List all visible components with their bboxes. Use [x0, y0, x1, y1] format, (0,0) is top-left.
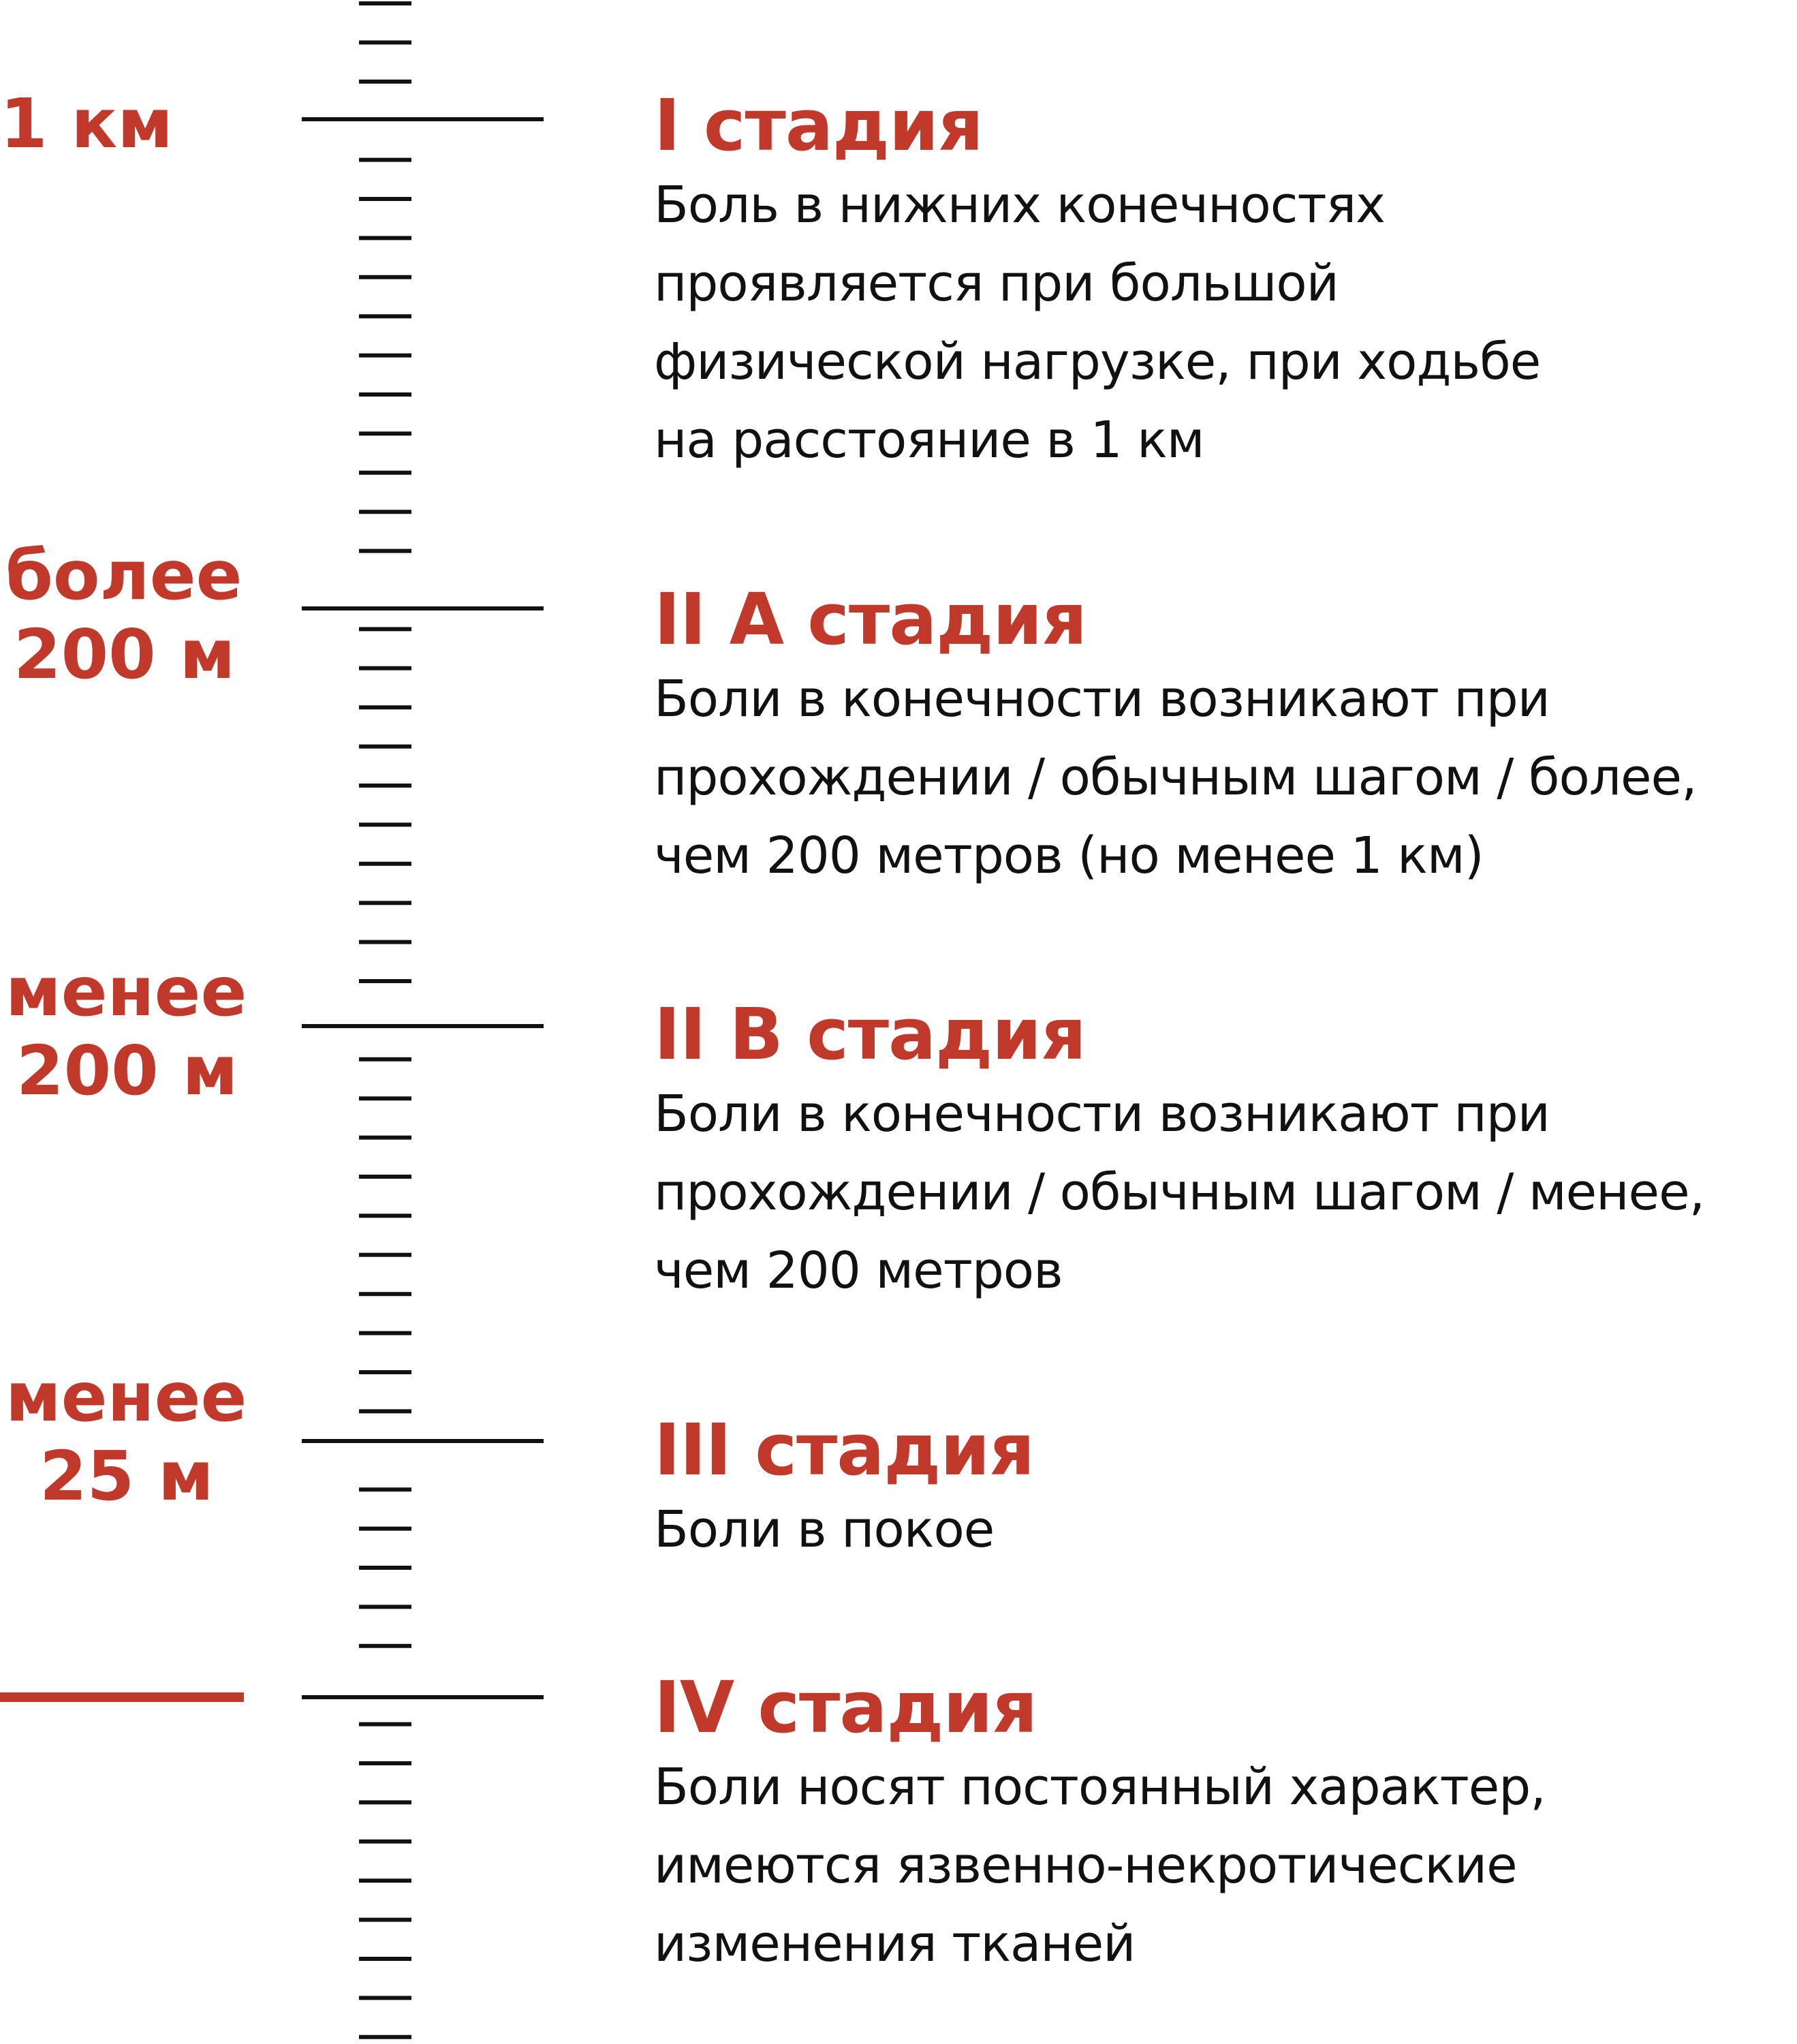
stage-1: [654, 84, 1792, 480]
stage-description: [654, 1491, 1792, 1569]
distance-label-less-200m: [5, 953, 247, 1111]
stage-description-line: Боли в конечности возникают при: [654, 670, 1550, 728]
stage-3: [654, 1409, 1792, 1569]
distance-label-line: менее: [5, 952, 247, 1032]
stage-title: II А стадия: [654, 578, 1087, 661]
distance-label-more-200m: [5, 536, 242, 694]
stage-title: II В стадия: [654, 993, 1086, 1076]
stage-description-line: на расстояние в 1 км: [654, 411, 1204, 469]
stage-description: [654, 1748, 1792, 1983]
stage-description-line: прохождении / обычным шагом / более,: [654, 748, 1697, 807]
distance-label-line: менее: [5, 1357, 247, 1437]
stage-title: IV стадия: [654, 1666, 1037, 1749]
stage-description-line: проявляется при большой: [654, 254, 1339, 313]
scale-ticks: [359, 3, 411, 2037]
stage-2b: [654, 993, 1792, 1310]
scale-major-ticks: [302, 119, 544, 1697]
distance-label-line: 25 м: [40, 1436, 214, 1516]
stage-description-line: Боль в нижних конечностях: [654, 176, 1385, 234]
stage-title: I стадия: [654, 84, 983, 167]
distance-label-less-25m: [5, 1358, 247, 1516]
stage-description: [654, 166, 1792, 480]
stage-description-line: Боли носят постоянный характер,: [654, 1758, 1546, 1816]
stage-description-line: имеются язвенно-некротические: [654, 1836, 1517, 1895]
stage-description-line: чем 200 метров: [654, 1241, 1063, 1300]
stage-description-line: Боли в покое: [654, 1500, 995, 1559]
distance-label-line: 200 м: [16, 1031, 238, 1111]
distance-label-line: 1 км: [0, 84, 174, 164]
stage-description: [654, 1075, 1792, 1310]
distance-label-1km: [0, 84, 173, 164]
stage-description: [654, 660, 1792, 895]
stage-4: [654, 1667, 1792, 1983]
distance-label-line: более: [5, 536, 243, 615]
stage-description-line: изменения тканей: [654, 1915, 1136, 1973]
stage-description-line: Боли в конечности возникают при: [654, 1085, 1550, 1143]
stage-description-line: физической нагрузке, при ходьбе: [654, 332, 1541, 391]
stage-title: III стадия: [654, 1408, 1035, 1491]
stage-description-line: прохождении / обычным шагом / менее,: [654, 1163, 1705, 1222]
stage-2a: [654, 578, 1792, 895]
distance-label-line: 200 м: [14, 615, 236, 694]
stage-description-line: чем 200 метров (но менее 1 км): [654, 826, 1484, 885]
